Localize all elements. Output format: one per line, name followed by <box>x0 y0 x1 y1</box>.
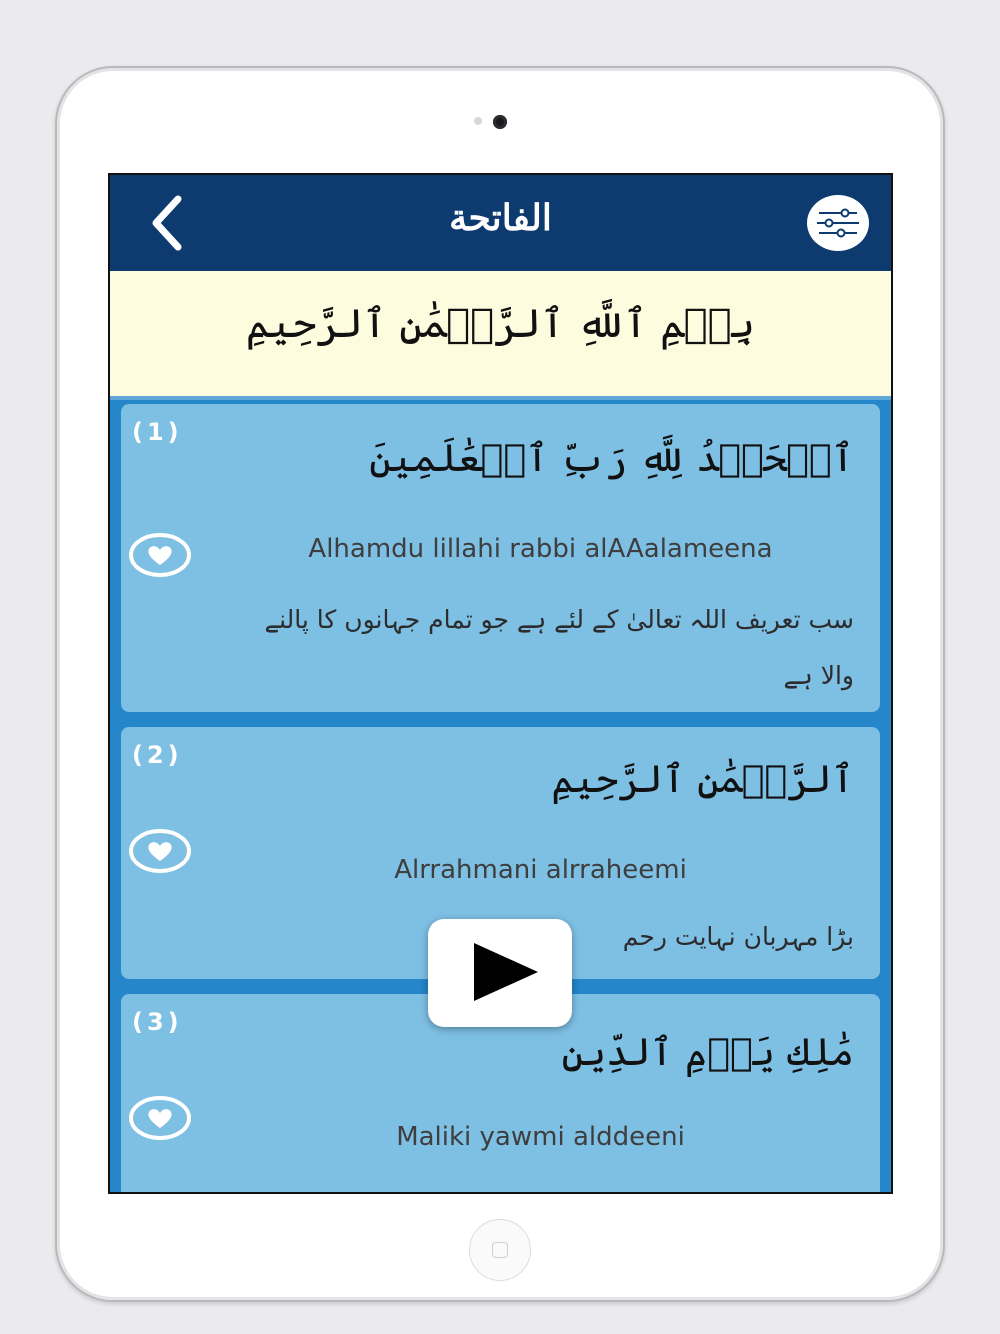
home-button[interactable] <box>469 1219 531 1281</box>
sliders-icon <box>807 195 869 251</box>
verse-card-1[interactable] <box>121 404 880 712</box>
navigation-bar <box>110 175 891 271</box>
verse-number: (3) <box>132 1008 183 1036</box>
settings-button[interactable] <box>807 195 869 251</box>
verse-number: (1) <box>132 418 183 446</box>
verse-arabic: ٱلرَّحۡمَٰنِ ٱلرَّحِيمِ <box>551 757 854 801</box>
home-button-square <box>492 1242 508 1258</box>
verse-urdu-translation: بڑا مہربان نہایت رحم <box>622 922 854 951</box>
play-button[interactable] <box>428 919 572 1027</box>
app-screen <box>108 173 893 1194</box>
front-camera <box>493 115 507 129</box>
bismillah-text: بِسۡمِ ٱللَّهِ ٱلرَّحۡمَٰنِ ٱلرَّحِيمِ <box>245 301 756 347</box>
surah-title: الفاتحة <box>449 197 552 239</box>
sensor-dot <box>474 117 482 125</box>
play-icon <box>428 919 572 1027</box>
verse-transliteration: Alhamdu lillahi rabbi alAAalameena <box>308 534 773 564</box>
bismillah-banner <box>110 271 891 400</box>
verse-transliteration: Maliki yawmi alddeeni <box>396 1122 685 1152</box>
verse-transliteration: Alrrahmani alrraheemi <box>394 855 687 885</box>
verse-number: (2) <box>132 741 183 769</box>
verse-arabic: ٱلۡحَمۡدُ لِلَّهِ رَبِّ ٱلۡعَٰلَمِينَ <box>369 436 854 480</box>
verse-arabic: مَٰلِكِ يَوۡمِ ٱلدِّينِ <box>561 1030 854 1074</box>
verse-urdu-translation: سب تعریف اللہ تعالیٰ کے لئے ہے جو تمام جہانوں کا پالنے والا ہے <box>264 605 854 690</box>
